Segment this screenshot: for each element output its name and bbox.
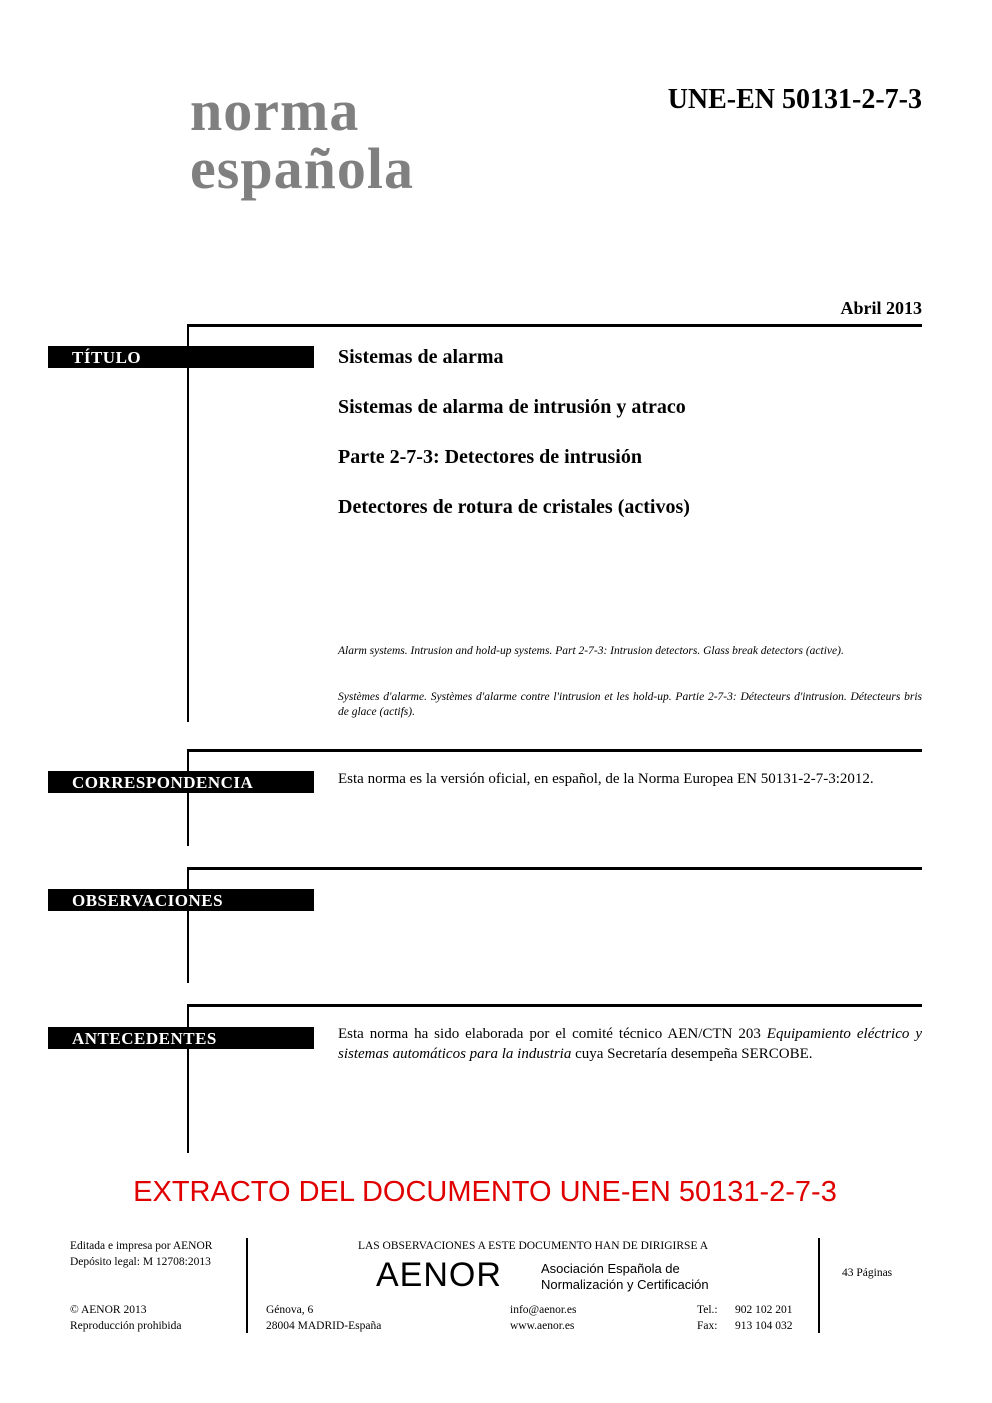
- title-line-1: Sistemas de alarma: [338, 346, 504, 368]
- publication-date: Abril 2013: [840, 298, 922, 318]
- footer-copyright: © AENOR 2013: [70, 1304, 147, 1316]
- aenor-assoc-line-1: Asociación Española de: [541, 1261, 680, 1276]
- antecedentes-text: [338, 1024, 922, 1064]
- brand-line-1: norma: [190, 78, 360, 143]
- footer-tel: 902 102 201: [735, 1304, 793, 1316]
- aenor-logo: AENOR: [376, 1256, 502, 1294]
- footer-fax-label: Fax:: [697, 1320, 718, 1332]
- footer-observations-header: LAS OBSERVACIONES A ESTE DOCUMENTO HAN DE DIRIGIRSE A: [357, 1240, 709, 1252]
- footer-web[interactable]: www.aenor.es: [510, 1320, 575, 1332]
- section-label-antecedentes: ANTECEDENTES: [48, 1027, 314, 1049]
- section-divider-correspondencia: [188, 749, 922, 752]
- aenor-association: [541, 1261, 709, 1293]
- footer-deposit: Depósito legal: M 12708:2013: [70, 1256, 211, 1268]
- section-divider-observaciones: [188, 867, 922, 870]
- footer-fax: 913 104 032: [735, 1320, 793, 1332]
- section-label-titulo: TÍTULO: [48, 346, 314, 368]
- antecedentes-text-start: Esta norma ha sido elaborada por el comité técnico AEN/CTN 203: [338, 1026, 767, 1042]
- section-vline-titulo: [187, 324, 189, 722]
- title-english: Alarm systems. Intrusion and hold-up systems. Part 2-7-3: Intrusion detectors. Glass break detectors (active).: [338, 645, 844, 657]
- footer-contact: [510, 1302, 576, 1334]
- footer-email[interactable]: info@aenor.es: [510, 1304, 577, 1316]
- footer-tel-label: Tel.:: [697, 1304, 718, 1316]
- footer-address: [266, 1302, 381, 1334]
- footer-reproduction: Reproducción prohibida: [70, 1320, 182, 1332]
- title-line-2: Sistemas de alarma de intrusión y atraco: [338, 396, 686, 418]
- brand-title: [190, 78, 414, 201]
- correspondencia-text: Esta norma es la versión oficial, en español, de la Norma Europea EN 50131-2-7-3:2012.: [338, 771, 874, 787]
- footer-edition: [70, 1238, 212, 1270]
- extract-notice: EXTRACTO DEL DOCUMENTO UNE-EN 50131-2-7-3: [133, 1176, 837, 1208]
- standard-code: UNE-EN 50131-2-7-3: [667, 84, 922, 115]
- footer-pages: 43 Páginas: [842, 1267, 893, 1279]
- footer-divider-right: [818, 1238, 820, 1333]
- section-vline-correspondencia: [187, 749, 189, 846]
- antecedentes-text-end: cuya Secretaría desempeña SERCOBE.: [571, 1046, 813, 1062]
- footer-edited: Editada e impresa por AENOR: [70, 1240, 213, 1252]
- title-line-4: Detectores de rotura de cristales (activos): [338, 496, 690, 518]
- antecedentes-committee: Equipamiento eléctrico y sistemas automáticos para la industria: [338, 1026, 922, 1062]
- title-line-3: Parte 2-7-3: Detectores de intrusión: [338, 446, 642, 468]
- brand-line-2: española: [190, 136, 414, 201]
- section-vline-observaciones: [187, 867, 189, 983]
- title-french: Systèmes d'alarme. Systèmes d'alarme contre l'intrusion et les hold-up. Partie 2-7-3: Détecteurs d'intrusion. Détecteurs bris de glace (actifs).: [338, 691, 922, 718]
- section-divider-titulo: [188, 324, 922, 327]
- footer-address-city: 28004 MADRID-España: [266, 1320, 382, 1332]
- section-label-observaciones: OBSERVACIONES: [48, 889, 314, 911]
- aenor-assoc-line-2: Normalización y Certificación: [541, 1277, 709, 1292]
- footer-phone-labels: [697, 1302, 718, 1334]
- footer-address-street: Génova, 6: [266, 1304, 314, 1316]
- footer-phone-values: [735, 1302, 793, 1334]
- footer-rights: [70, 1302, 181, 1334]
- section-divider-antecedentes: [188, 1004, 922, 1007]
- section-label-correspondencia: CORRESPONDENCIA: [48, 771, 314, 793]
